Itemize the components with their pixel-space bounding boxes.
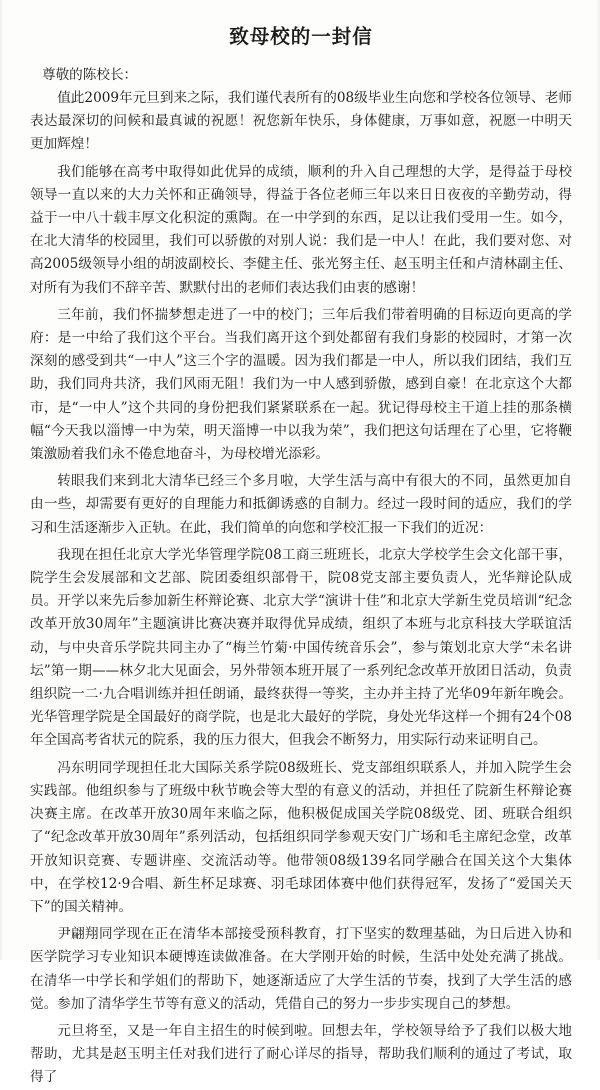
paragraph-memories: 三年前，我们怀揣梦想走进了一中的校门；三年后我们带着明确的目标迈向更高的学府：是一中给了我们这个平台。当我们离开这个到处都留有我们身影的校园时，才第一次深刻的感受到共“一中人”这三个字的温暖。因为我们都是一中人，所以我们团结，我们互助，我们同舟共济，我们风雨无阻！我们为一中人感到骄傲，感到自豪！在北京这个大都市，是“一中人”这个共同的身份把我们紧紧联系在一起。犹记得母校主干道上挂的那条横幅“今天我以淄博一中为荣，明天淄博一中以我为荣”，我们把这句话理在了心里，它将鞭策激励着我们永不倦怠地奋斗，为母校增光添彩。 — [30, 306, 572, 463]
scan-edge-left — [0, 0, 4, 960]
letter-title: 致母校的一封信 — [229, 25, 373, 48]
paragraph-report-yin: 尹翩翔同学现在正在清华本部接受预科教育，打下坚实的数理基础，为日后进入协和医学院学习专业知识本硬博连读做准备。在大学刚开始的时候，生活中处处充满了挑战。在清华一中学长和学姐们的帮助下，她逐渐适应了大学生活的节奏，找到了大学生活的感觉。参加了清华学生节等有意义的活动，凭借自己的努力一步步实现自己的梦想。 — [30, 926, 572, 1012]
paragraph-report-feng: 冯东明同学现担任北大国际关系学院08级班长、党支部组织联系人，并加入院学生会实践部。他组织参与了班级中秋节晚会等大型的有意义的活动，并担任了院新生杯辩论赛决赛主席。在改革开放30周年来临之际，他积极促成国关学院08级党、团、班联合组织了“纪念改革开放30周年”系列活动，包括组织同学参观天安门广场和毛主席纪念堂，改革开放知识竞赛、专题讲座、交流活动等。他带领08级139名同学融合在国关这个大集体中，在学校12·9合唱、新生杯足球赛、羽毛球团体赛中他们获得冠军，发扬了“爱国关天下”的国关精神。 — [30, 759, 572, 915]
paragraph-greeting: 值此2009年元旦到来之际，我们谨代表所有的08级毕业生向您和学校各位领导、老师表达最深切的问候和最真诚的祝愿！祝您新年快乐，身体健康，万事如意，祝愿一中明天更加辉煌！ — [30, 90, 572, 153]
paragraph-new-year: 元旦将至，又是一年自主招生的时候到啦。回想去年，学校领导给予了我们以极大地帮助，尤其是赵玉明主任对我们进行了耐心详尽的指导，帮助我们顺利的通过了考试，取得了 — [30, 1022, 572, 1086]
paragraph-university-life: 转眼我们来到北大清华已经三个多月啦，大学生活与高中有很大的不同，虽然更加自由一些，却需要有更好的自理能力和抵御诱惑的自制力。经过一段时间的适应，我们的学习和生活逐渐步入正轨。在此，我们简单的向您和学校汇报一下我们的近况： — [30, 473, 572, 536]
paragraph-gratitude: 我们能够在高考中取得如此优异的成绩，顺利的升入自己理想的大学，是得益于母校领导一直以来的大力关怀和正确领导，得益于各位老师三年以来日日夜夜的辛勤劳动，得益于一中八十载丰厚文化积淀的熏陶。在一中学到的东西，足以让我们受用一生。如今，在北大清华的校园里，我们可以骄傲的对别人说：我们是一中人！在此，我们要对您、对高2005级领导小组的胡波副校长、李健主任、张光努主任、赵玉明主任和卢清林副主任、对所有为我们不辞辛苦、默默付出的老师们表达我们由衷的感谢！ — [30, 163, 572, 296]
paragraph-report-author: 我现在担任北京大学光华管理学院08工商三班班长，北京大学校学生会文化部干事，院学生会发展部和文艺部、院团委组织部骨干，院08党支部主要负责人，光华辩论队成员。开学以来先后参加新生杯辩论赛、北京大学“演讲十佳”和北京大学新生党员培训“纪念改革开放30周年”主题演讲比赛决赛并取得优异成绩，组织了本班与北京科技大学联谊活动，与中央音乐学院共同主办了“梅兰竹菊·中国传统音乐会”，参与策划北京大学“未名讲坛”第一期——林夕北大见面会，另外带领本班开展了一系列纪念改革开放团日活动，负责组织院一二·九合唱训练并担任朗诵，最终获得一等奖，主办并主持了光华09年新年晚会。光华管理学院是全国最好的商学院，也是北大最好的学院，身处光华这样一个拥有24个08年全国高考省状元的院系，我的压力很大，但我会不断努力，用实际行动来证明自己。 — [30, 546, 572, 749]
scan-edge-right — [596, 0, 600, 960]
letter-salutation: 尊敬的陈校长： — [42, 67, 138, 83]
